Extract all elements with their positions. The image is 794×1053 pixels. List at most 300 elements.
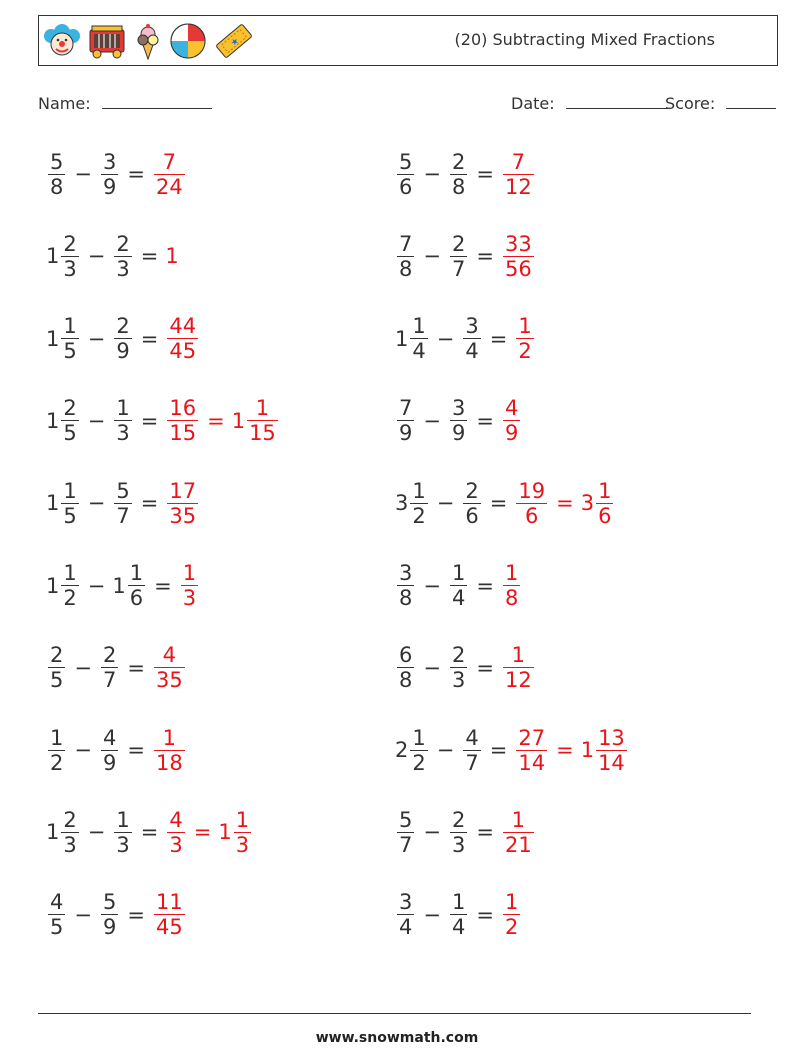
answer-fraction <box>503 808 534 857</box>
minuend-numerator: 5 <box>399 807 413 832</box>
answer-mixed-numerator: 13 <box>598 725 625 750</box>
subtrahend-denominator: 9 <box>116 339 130 364</box>
minuend-denominator: 8 <box>399 586 413 610</box>
minuend-term <box>46 643 67 692</box>
minuend-denominator: 3 <box>63 832 77 857</box>
answer-mixed-whole: 1 <box>218 820 232 845</box>
answer-denominator: 3 <box>169 832 183 857</box>
answer-term <box>501 890 522 939</box>
minus-sign: − <box>87 244 106 269</box>
subtrahend-fraction <box>463 314 480 363</box>
subtrahend-denominator: 9 <box>102 174 117 199</box>
answer-denominator: 8 <box>504 586 519 610</box>
answer-term <box>165 808 186 857</box>
answer-equals-sign: = <box>556 738 574 763</box>
minus-sign: − <box>423 820 441 845</box>
minuend-fraction <box>61 479 78 528</box>
circus-wagon-icon <box>87 22 127 60</box>
answer-term <box>514 479 549 528</box>
answer-mixed-term <box>581 479 616 528</box>
minus-sign: − <box>423 244 441 269</box>
answer-numerator: 7 <box>511 149 526 174</box>
subtrahend-term <box>448 150 469 199</box>
answer-term <box>152 726 187 775</box>
subtrahend-fraction <box>114 396 131 445</box>
answer-term <box>501 232 536 281</box>
answer-numerator: 33 <box>504 231 532 256</box>
answer <box>501 561 522 610</box>
answer <box>501 396 522 445</box>
minuend-denominator: 5 <box>63 421 77 446</box>
minuend-fraction <box>410 479 427 528</box>
answer-whole: 1 <box>165 244 179 269</box>
header-box <box>38 15 778 66</box>
subtrahend-fraction <box>114 808 131 857</box>
minuend-term <box>395 232 416 281</box>
answer-numerator: 19 <box>518 478 546 503</box>
subtrahend-denominator: 4 <box>451 915 466 940</box>
equals-sign: = <box>489 491 508 516</box>
subtrahend-denominator: 3 <box>451 668 466 693</box>
answer-fraction <box>167 808 184 857</box>
minuend-numerator: 7 <box>399 396 413 421</box>
subtrahend-numerator: 3 <box>102 149 117 174</box>
subtrahend-fraction <box>450 150 467 199</box>
subtrahend-fraction <box>463 726 480 775</box>
minuend-numerator: 1 <box>412 478 426 503</box>
problem-8 <box>46 720 187 780</box>
minuend-numerator: 2 <box>63 396 77 421</box>
answer-numerator: 1 <box>518 314 532 339</box>
minus-sign: − <box>74 902 92 927</box>
subtrahend-numerator: 2 <box>116 314 130 339</box>
subtrahend-term <box>461 726 482 775</box>
subtrahend-numerator: 2 <box>451 807 466 832</box>
answer-term <box>514 726 549 775</box>
minuend-term <box>46 561 81 610</box>
minuend-term <box>395 561 416 610</box>
subtrahend-fraction <box>463 479 480 528</box>
minuend-numerator: 4 <box>50 890 64 915</box>
subtrahend-numerator: 1 <box>129 561 144 585</box>
minuend-fraction <box>410 726 427 775</box>
answer <box>152 643 187 692</box>
answer-mixed-fraction <box>596 479 613 528</box>
subtrahend-term <box>99 890 120 939</box>
minuend-denominator: 5 <box>63 503 77 528</box>
answer-fraction <box>167 479 198 528</box>
answer-fraction <box>181 561 198 610</box>
minus-sign: − <box>87 820 106 845</box>
problem-20 <box>395 885 522 945</box>
answer-mixed-numerator: 1 <box>235 807 250 832</box>
answer <box>514 726 628 775</box>
answer-denominator: 15 <box>169 421 197 446</box>
answer-denominator: 6 <box>525 503 539 528</box>
problem-12 <box>395 226 536 286</box>
minus-sign: − <box>87 491 106 516</box>
minuend-term <box>46 479 81 528</box>
minus-sign: − <box>423 573 441 598</box>
answer-denominator: 2 <box>518 339 532 364</box>
subtrahend-numerator: 1 <box>116 807 130 832</box>
minuend-numerator: 1 <box>63 478 77 503</box>
answer-term <box>165 314 200 363</box>
equals-sign: = <box>140 244 159 269</box>
subtrahend-denominator: 9 <box>102 750 117 775</box>
minuend-fraction <box>397 808 414 857</box>
answer <box>165 314 200 363</box>
answer <box>501 232 536 281</box>
answer-equals-sign: = <box>193 820 212 845</box>
subtrahend-term <box>112 396 133 445</box>
answer-term <box>165 479 200 528</box>
answer-fraction <box>503 561 520 610</box>
svg-text:★: ★ <box>228 36 242 49</box>
minuend-numerator: 1 <box>63 314 77 339</box>
minuend-numerator: 3 <box>399 890 413 915</box>
ticket-icon <box>213 22 255 60</box>
equals-sign: = <box>140 820 159 845</box>
subtrahend-term <box>99 726 120 775</box>
answer-mixed-term <box>581 726 629 775</box>
minuend-fraction <box>48 643 65 692</box>
footer-divider <box>38 1013 751 1014</box>
problem-11 <box>395 144 536 204</box>
subtrahend-denominator: 3 <box>116 421 130 446</box>
answer-denominator: 18 <box>155 750 183 775</box>
minuend-denominator: 3 <box>63 256 77 281</box>
minus-sign: − <box>436 738 455 763</box>
problem-13 <box>395 309 536 369</box>
clown-icon <box>43 22 81 60</box>
minuend-numerator: 5 <box>50 149 64 174</box>
subtrahend-numerator: 1 <box>451 561 466 585</box>
subtrahend-denominator: 7 <box>451 256 466 281</box>
minuend-fraction <box>397 150 414 199</box>
answer-mixed-denominator: 6 <box>598 503 612 528</box>
minuend-numerator: 3 <box>399 561 413 585</box>
answer-denominator: 9 <box>504 421 519 446</box>
answer-term <box>501 808 536 857</box>
answer-fraction <box>167 314 198 363</box>
subtrahend-term <box>112 232 133 281</box>
minus-sign: − <box>423 902 441 927</box>
subtrahend-denominator: 3 <box>116 832 130 857</box>
subtrahend-numerator: 5 <box>102 890 117 915</box>
minus-sign: − <box>436 326 455 351</box>
minuend-term <box>395 643 416 692</box>
minuend-term <box>395 479 430 528</box>
minuend-numerator: 6 <box>399 643 413 668</box>
minuend-denominator: 9 <box>399 421 413 446</box>
minus-sign: − <box>423 162 441 186</box>
problem-10 <box>46 885 187 945</box>
answer-denominator: 21 <box>504 832 532 857</box>
minuend-denominator: 2 <box>412 503 426 528</box>
answer-equals-sign: = <box>556 491 574 516</box>
minus-sign: − <box>74 738 92 763</box>
minuend-denominator: 6 <box>399 174 413 199</box>
equals-sign: = <box>127 162 145 186</box>
subtrahend-denominator: 6 <box>465 503 479 528</box>
worksheet-title: (20) Subtracting Mixed Fractions <box>454 30 715 49</box>
answer-fraction <box>503 890 520 939</box>
minuend-whole: 2 <box>395 738 409 763</box>
subtrahend-term <box>112 479 133 528</box>
problem-5 <box>46 473 200 533</box>
subtrahend-term <box>461 314 482 363</box>
answer-denominator: 35 <box>169 503 197 528</box>
answer <box>514 479 615 528</box>
minuend-denominator: 2 <box>50 750 64 775</box>
subtrahend-numerator: 2 <box>451 643 466 668</box>
minus-sign: − <box>423 655 441 680</box>
answer-denominator: 3 <box>182 586 197 610</box>
answer-term <box>152 890 187 939</box>
answer-mixed-fraction <box>596 726 627 775</box>
subtrahend-denominator: 3 <box>451 832 466 857</box>
answer-numerator: 4 <box>504 396 519 421</box>
answer-numerator: 4 <box>169 807 183 832</box>
minuend-term <box>46 890 67 939</box>
answer-term <box>165 396 200 445</box>
minuend-denominator: 4 <box>399 915 413 940</box>
minuend-denominator: 8 <box>399 668 413 693</box>
minuend-whole: 1 <box>46 820 60 845</box>
answer-mixed-fraction <box>234 808 251 857</box>
answer-numerator: 17 <box>169 478 197 503</box>
name-field <box>38 94 212 113</box>
date-field <box>511 94 668 113</box>
answer <box>501 643 536 692</box>
subtrahend-denominator: 6 <box>129 586 144 610</box>
subtrahend-fraction <box>114 232 131 281</box>
answer-fraction <box>154 150 185 199</box>
minuend-whole: 1 <box>46 573 60 598</box>
answer-term <box>514 314 535 363</box>
answer-term <box>501 396 522 445</box>
answer-fraction <box>503 396 520 445</box>
subtrahend-denominator: 7 <box>465 750 479 775</box>
problem-15 <box>395 473 615 533</box>
answer-numerator: 44 <box>169 314 197 339</box>
subtrahend-fraction <box>101 726 118 775</box>
minuend-denominator: 8 <box>50 174 64 199</box>
subtrahend-numerator: 1 <box>451 890 466 915</box>
answer <box>152 726 187 775</box>
beach-ball-icon <box>169 22 207 60</box>
answer-fraction <box>154 726 185 775</box>
name-blank[interactable] <box>102 94 212 109</box>
answer-mixed-denominator: 15 <box>249 421 276 446</box>
subtrahend-term <box>112 561 147 610</box>
date-label: Date: <box>511 94 555 113</box>
minuend-term <box>395 150 416 199</box>
equals-sign: = <box>476 408 494 433</box>
minuend-fraction <box>48 150 65 199</box>
minuend-fraction <box>397 890 414 939</box>
subtrahend-term <box>448 643 469 692</box>
answer-mixed-term <box>232 396 280 445</box>
equals-sign: = <box>476 244 494 269</box>
equals-sign: = <box>476 162 494 186</box>
minuend-term <box>46 808 81 857</box>
answer-fraction <box>503 232 534 281</box>
answer-mixed-denominator: 14 <box>598 750 625 775</box>
subtrahend-fraction <box>114 314 131 363</box>
minuend-numerator: 1 <box>412 725 426 750</box>
footer-url: www.snowmath.com <box>315 1030 479 1046</box>
subtrahend-numerator: 3 <box>465 314 479 339</box>
problem-4 <box>46 391 280 451</box>
subtrahend-numerator: 4 <box>102 725 117 750</box>
minuend-denominator: 4 <box>412 339 426 364</box>
header-icons <box>43 19 255 63</box>
equals-sign: = <box>127 902 145 927</box>
equals-sign: = <box>476 902 494 927</box>
subtrahend-denominator: 8 <box>451 174 466 199</box>
answer-term <box>501 643 536 692</box>
answer-term <box>165 244 178 268</box>
subtrahend-term <box>99 643 120 692</box>
equals-sign: = <box>489 326 508 351</box>
answer-mixed-whole: 1 <box>580 738 595 763</box>
score-blank[interactable] <box>726 94 776 109</box>
subtrahend-whole: 1 <box>112 573 126 598</box>
problem-18 <box>395 720 629 780</box>
subtrahend-term <box>461 479 482 528</box>
minuend-term <box>46 232 81 281</box>
answer-term <box>501 150 536 199</box>
subtrahend-fraction <box>450 808 467 857</box>
answer-mixed-whole: 1 <box>231 408 246 433</box>
answer <box>501 150 536 199</box>
answer <box>501 890 522 939</box>
minuend-numerator: 2 <box>50 643 64 668</box>
equals-sign: = <box>127 655 145 680</box>
answer <box>501 808 536 857</box>
minuend-whole: 1 <box>46 408 60 433</box>
equals-sign: = <box>140 326 159 351</box>
minuend-fraction <box>410 314 427 363</box>
minuend-whole: 3 <box>395 491 409 516</box>
minuend-whole: 1 <box>46 244 60 269</box>
subtrahend-numerator: 3 <box>451 396 466 421</box>
subtrahend-numerator: 2 <box>102 643 117 668</box>
minuend-fraction <box>397 643 414 692</box>
minuend-numerator: 1 <box>63 561 77 585</box>
problem-3 <box>46 309 200 369</box>
minuend-term <box>46 150 67 199</box>
answer-numerator: 7 <box>162 149 177 174</box>
problem-2 <box>46 226 179 286</box>
subtrahend-numerator: 4 <box>465 725 479 750</box>
equals-sign: = <box>140 491 159 516</box>
subtrahend-term <box>448 232 469 281</box>
subtrahend-term <box>448 396 469 445</box>
answer-numerator: 1 <box>511 807 526 832</box>
minuend-denominator: 5 <box>50 668 64 693</box>
minus-sign: − <box>74 655 92 680</box>
ice-cream-icon <box>133 22 163 60</box>
answer-mixed-whole: 3 <box>580 491 595 516</box>
equals-sign: = <box>127 738 145 763</box>
problem-9 <box>46 802 253 862</box>
minuend-numerator: 5 <box>399 149 413 174</box>
subtrahend-numerator: 2 <box>116 231 130 256</box>
subtrahend-fraction <box>450 232 467 281</box>
subtrahend-term <box>99 150 120 199</box>
minuend-term <box>46 314 81 363</box>
subtrahend-fraction <box>101 643 118 692</box>
answer <box>165 244 178 268</box>
subtrahend-numerator: 1 <box>116 396 130 421</box>
answer-denominator: 2 <box>504 915 519 940</box>
problem-1 <box>46 144 187 204</box>
minuend-denominator: 5 <box>63 339 77 364</box>
answer-denominator: 45 <box>155 915 183 940</box>
answer-numerator: 1 <box>511 643 526 668</box>
minuend-fraction <box>61 808 78 857</box>
minuend-denominator: 7 <box>399 832 413 857</box>
answer-fraction <box>516 314 533 363</box>
minuend-term <box>395 890 416 939</box>
subtrahend-term <box>112 314 133 363</box>
equals-sign: = <box>489 738 508 763</box>
problem-14 <box>395 391 522 451</box>
answer <box>152 150 187 199</box>
minuend-numerator: 2 <box>63 231 77 256</box>
subtrahend-numerator: 5 <box>116 478 130 503</box>
score-label: Score: <box>665 94 716 113</box>
minuend-denominator: 2 <box>412 750 426 775</box>
problem-16 <box>395 556 522 616</box>
answer-denominator: 12 <box>504 668 532 693</box>
answer-denominator: 12 <box>504 174 532 199</box>
subtrahend-fraction <box>450 890 467 939</box>
answer-fraction <box>516 726 547 775</box>
answer-fraction <box>154 643 185 692</box>
subtrahend-denominator: 7 <box>116 503 130 528</box>
minuend-fraction <box>397 561 414 610</box>
minuend-denominator: 2 <box>63 586 77 610</box>
answer <box>165 808 253 857</box>
subtrahend-fraction <box>128 561 145 610</box>
subtrahend-fraction <box>450 396 467 445</box>
subtrahend-fraction <box>450 561 467 610</box>
problem-7 <box>46 638 187 698</box>
answer <box>179 561 200 610</box>
answer-term <box>501 561 522 610</box>
subtrahend-term <box>448 561 469 610</box>
answer-equals-sign: = <box>207 408 225 433</box>
answer-denominator: 35 <box>155 668 183 693</box>
answer-numerator: 1 <box>504 890 519 915</box>
equals-sign: = <box>476 820 494 845</box>
answer-term <box>152 150 187 199</box>
minus-sign: − <box>87 573 106 598</box>
problem-17 <box>395 638 536 698</box>
minuend-whole: 1 <box>46 491 60 516</box>
date-blank[interactable] <box>566 94 668 109</box>
minuend-term <box>46 396 81 445</box>
minuend-denominator: 8 <box>399 256 413 281</box>
minus-sign: − <box>74 162 92 186</box>
subtrahend-numerator: 2 <box>451 231 466 256</box>
answer-fraction <box>503 150 534 199</box>
minuend-term <box>395 726 430 775</box>
